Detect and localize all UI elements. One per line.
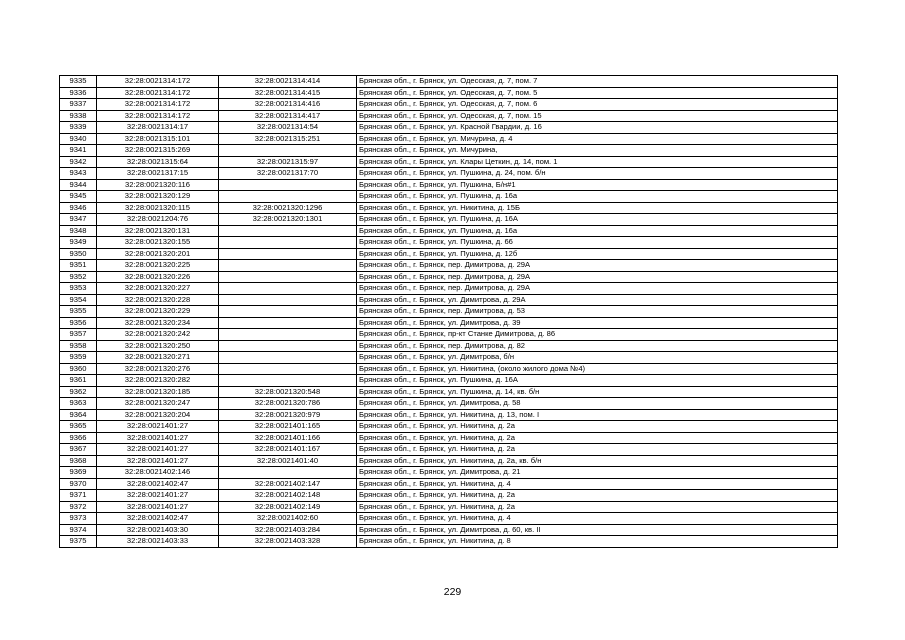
object-number-cell: 32:28:0021402:149 — [219, 501, 357, 513]
address-cell: Брянская обл., г. Брянск, ул. Никитина, д. 15Б — [357, 202, 838, 214]
parcel-number-cell: 32:28:0021314:172 — [97, 87, 219, 99]
address-cell: Брянская обл., г. Брянск, ул. Никитина, д. 2а — [357, 490, 838, 502]
table-row — [60, 133, 838, 145]
row-number-cell: 9359 — [60, 352, 97, 364]
table-row — [60, 122, 838, 134]
address-cell: Брянская обл., г. Брянск, ул. Пушкина, д. 66 — [357, 237, 838, 249]
table-row — [60, 478, 838, 490]
parcel-number-cell: 32:28:0021320:129 — [97, 191, 219, 203]
parcel-number-cell: 32:28:0021401:27 — [97, 444, 219, 456]
table-row — [60, 352, 838, 364]
object-number-cell — [219, 237, 357, 249]
address-cell: Брянская обл., г. Брянск, ул. Никитина, д. 2а — [357, 501, 838, 513]
parcel-number-cell: 32:28:0021320:116 — [97, 179, 219, 191]
parcel-number-cell: 32:28:0021317:15 — [97, 168, 219, 180]
row-number-cell: 9364 — [60, 409, 97, 421]
object-number-cell — [219, 352, 357, 364]
address-cell: Брянская обл., г. Брянск, ул. Пушкина, д. 16а — [357, 225, 838, 237]
parcel-number-cell: 32:28:0021320:227 — [97, 283, 219, 295]
object-number-cell: 32:28:0021315:97 — [219, 156, 357, 168]
object-number-cell: 32:28:0021401:165 — [219, 421, 357, 433]
table-row — [60, 409, 838, 421]
row-number-cell: 9348 — [60, 225, 97, 237]
row-number-cell: 9341 — [60, 145, 97, 157]
object-number-cell: 32:28:0021314:54 — [219, 122, 357, 134]
address-cell: Брянская обл., г. Брянск, пер. Димитрова, д. 29А — [357, 283, 838, 295]
object-number-cell — [219, 306, 357, 318]
row-number-cell: 9339 — [60, 122, 97, 134]
row-number-cell: 9360 — [60, 363, 97, 375]
object-number-cell: 32:28:0021401:166 — [219, 432, 357, 444]
table-row — [60, 248, 838, 260]
object-number-cell — [219, 248, 357, 260]
object-number-cell: 32:28:0021320:979 — [219, 409, 357, 421]
parcel-number-cell: 32:28:0021403:30 — [97, 524, 219, 536]
object-number-cell: 32:28:0021403:284 — [219, 524, 357, 536]
parcel-number-cell: 32:28:0021320:271 — [97, 352, 219, 364]
address-cell: Брянская обл., г. Брянск, ул. Пушкина, д. 12б — [357, 248, 838, 260]
parcel-number-cell: 32:28:0021204:76 — [97, 214, 219, 226]
object-number-cell — [219, 271, 357, 283]
row-number-cell: 9374 — [60, 524, 97, 536]
row-number-cell: 9338 — [60, 110, 97, 122]
row-number-cell: 9358 — [60, 340, 97, 352]
row-number-cell: 9357 — [60, 329, 97, 341]
page-number: 229 — [443, 586, 462, 598]
row-number-cell: 9340 — [60, 133, 97, 145]
object-number-cell: 32:28:0021402:148 — [219, 490, 357, 502]
object-number-cell — [219, 145, 357, 157]
address-cell: Брянская обл., г. Брянск, ул. Никитина, д. 13, пом. I — [357, 409, 838, 421]
parcel-number-cell: 32:28:0021320:229 — [97, 306, 219, 318]
table-row — [60, 202, 838, 214]
row-number-cell: 9361 — [60, 375, 97, 387]
table-row — [60, 317, 838, 329]
row-number-cell: 9362 — [60, 386, 97, 398]
address-cell: Брянская обл., г. Брянск, ул. Пушкина, д. 24, пом. б/н — [357, 168, 838, 180]
table-row — [60, 340, 838, 352]
object-number-cell — [219, 467, 357, 479]
address-cell: Брянская обл., г. Брянск, пер. Димитрова, д. 53 — [357, 306, 838, 318]
row-number-cell: 9342 — [60, 156, 97, 168]
row-number-cell: 9375 — [60, 536, 97, 548]
table-row — [60, 283, 838, 295]
address-cell: Брянская обл., г. Брянск, пер. Димитрова, д. 82 — [357, 340, 838, 352]
parcel-number-cell: 32:28:0021320:276 — [97, 363, 219, 375]
table-row — [60, 271, 838, 283]
parcel-number-cell: 32:28:0021320:185 — [97, 386, 219, 398]
table-row — [60, 191, 838, 203]
parcel-number-cell: 32:28:0021402:47 — [97, 478, 219, 490]
address-cell: Брянская обл., г. Брянск, ул. Никитина, д. 4 — [357, 513, 838, 525]
address-cell: Брянская обл., г. Брянск, пер. Димитрова, д. 29А — [357, 271, 838, 283]
parcel-number-cell: 32:28:0021314:172 — [97, 99, 219, 111]
row-number-cell: 9372 — [60, 501, 97, 513]
table-row — [60, 294, 838, 306]
address-cell: Брянская обл., г. Брянск, ул. Клары Цеткин, д. 14, пом. 1 — [357, 156, 838, 168]
parcel-number-cell: 32:28:0021320:242 — [97, 329, 219, 341]
address-cell: Брянская обл., г. Брянск, ул. Димитрова, д. 39 — [357, 317, 838, 329]
address-cell: Брянская обл., г. Брянск, ул. Никитина, д. 2а — [357, 432, 838, 444]
row-number-cell: 9354 — [60, 294, 97, 306]
row-number-cell: 9366 — [60, 432, 97, 444]
row-number-cell: 9345 — [60, 191, 97, 203]
object-number-cell: 32:28:0021315:251 — [219, 133, 357, 145]
address-cell: Брянская обл., г. Брянск, ул. Мичурина, — [357, 145, 838, 157]
object-number-cell: 32:28:0021402:147 — [219, 478, 357, 490]
object-number-cell: 32:28:0021317:70 — [219, 168, 357, 180]
parcel-number-cell: 32:28:0021315:101 — [97, 133, 219, 145]
address-cell: Брянская обл., г. Брянск, ул. Димитрова, д. 29А — [357, 294, 838, 306]
table-row — [60, 110, 838, 122]
address-cell: Брянская обл., г. Брянск, ул. Одесская, д. 7, пом. 7 — [357, 76, 838, 88]
row-number-cell: 9370 — [60, 478, 97, 490]
row-number-cell: 9344 — [60, 179, 97, 191]
registry-table — [59, 75, 838, 548]
parcel-number-cell: 32:28:0021315:64 — [97, 156, 219, 168]
parcel-number-cell: 32:28:0021320:250 — [97, 340, 219, 352]
parcel-number-cell: 32:28:0021314:172 — [97, 76, 219, 88]
table-row — [60, 168, 838, 180]
address-cell: Брянская обл., г. Брянск, ул. Никитина, д. 2а, кв. б/н — [357, 455, 838, 467]
table-row — [60, 490, 838, 502]
table-row — [60, 145, 838, 157]
row-number-cell: 9369 — [60, 467, 97, 479]
row-number-cell: 9336 — [60, 87, 97, 99]
table-row — [60, 225, 838, 237]
address-cell: Брянская обл., г. Брянск, ул. Пушкина, д. 16а — [357, 191, 838, 203]
registry-table-body — [60, 76, 838, 548]
object-number-cell: 32:28:0021402:60 — [219, 513, 357, 525]
parcel-number-cell: 32:28:0021320:155 — [97, 237, 219, 249]
object-number-cell: 32:28:0021314:415 — [219, 87, 357, 99]
address-cell: Брянская обл., г. Брянск, ул. Никитина, д. 4 — [357, 478, 838, 490]
object-number-cell — [219, 225, 357, 237]
address-cell: Брянская обл., г. Брянск, ул. Пушкина, д. 14, кв. б/н — [357, 386, 838, 398]
row-number-cell: 9352 — [60, 271, 97, 283]
table-row — [60, 455, 838, 467]
object-number-cell — [219, 260, 357, 272]
row-number-cell: 9343 — [60, 168, 97, 180]
address-cell: Брянская обл., г. Брянск, ул. Пушкина, д. 16А — [357, 375, 838, 387]
object-number-cell: 32:28:0021314:417 — [219, 110, 357, 122]
table-row — [60, 375, 838, 387]
parcel-number-cell: 32:28:0021403:33 — [97, 536, 219, 548]
parcel-number-cell: 32:28:0021320:201 — [97, 248, 219, 260]
row-number-cell: 9351 — [60, 260, 97, 272]
table-row — [60, 156, 838, 168]
parcel-number-cell: 32:28:0021315:269 — [97, 145, 219, 157]
table-row — [60, 444, 838, 456]
row-number-cell: 9356 — [60, 317, 97, 329]
address-cell: Брянская обл., г. Брянск, ул. Никитина, д. 8 — [357, 536, 838, 548]
address-cell: Брянская обл., г. Брянск, ул. Пушкина, Б/н#1 — [357, 179, 838, 191]
address-cell: Брянская обл., г. Брянск, ул. Димитрова, д. 60, кв. II — [357, 524, 838, 536]
parcel-number-cell: 32:28:0021402:146 — [97, 467, 219, 479]
object-number-cell — [219, 340, 357, 352]
parcel-number-cell: 32:28:0021401:27 — [97, 490, 219, 502]
row-number-cell: 9335 — [60, 76, 97, 88]
parcel-number-cell: 32:28:0021320:247 — [97, 398, 219, 410]
parcel-number-cell: 32:28:0021320:282 — [97, 375, 219, 387]
parcel-number-cell: 32:28:0021401:27 — [97, 421, 219, 433]
table-row — [60, 329, 838, 341]
object-number-cell — [219, 317, 357, 329]
row-number-cell: 9368 — [60, 455, 97, 467]
row-number-cell: 9346 — [60, 202, 97, 214]
parcel-number-cell: 32:28:0021320:225 — [97, 260, 219, 272]
object-number-cell — [219, 329, 357, 341]
object-number-cell — [219, 375, 357, 387]
parcel-number-cell: 32:28:0021320:204 — [97, 409, 219, 421]
address-cell: Брянская обл., г. Брянск, ул. Красной Гвардии, д. 16 — [357, 122, 838, 134]
parcel-number-cell: 32:28:0021402:47 — [97, 513, 219, 525]
table-row — [60, 467, 838, 479]
parcel-number-cell: 32:28:0021314:172 — [97, 110, 219, 122]
address-cell: Брянская обл., г. Брянск, ул. Пушкина, д. 16А — [357, 214, 838, 226]
table-row — [60, 76, 838, 88]
parcel-number-cell: 32:28:0021320:226 — [97, 271, 219, 283]
row-number-cell: 9337 — [60, 99, 97, 111]
object-number-cell: 32:28:0021314:414 — [219, 76, 357, 88]
object-number-cell: 32:28:0021401:40 — [219, 455, 357, 467]
parcel-number-cell: 32:28:0021320:228 — [97, 294, 219, 306]
row-number-cell: 9367 — [60, 444, 97, 456]
row-number-cell: 9349 — [60, 237, 97, 249]
object-number-cell: 32:28:0021401:167 — [219, 444, 357, 456]
address-cell: Брянская обл., г. Брянск, ул. Одесская, д. 7, пом. 5 — [357, 87, 838, 99]
object-number-cell — [219, 363, 357, 375]
table-row — [60, 513, 838, 525]
address-cell: Брянская обл., г. Брянск, ул. Одесская, д. 7, пом. 15 — [357, 110, 838, 122]
object-number-cell — [219, 179, 357, 191]
table-row — [60, 386, 838, 398]
address-cell: Брянская обл., г. Брянск, ул. Никитина, (около жилого дома №4) — [357, 363, 838, 375]
address-cell: Брянская обл., г. Брянск, ул. Никитина, д. 2а — [357, 444, 838, 456]
address-cell: Брянская обл., г. Брянск, ул. Мичурина, д. 4 — [357, 133, 838, 145]
parcel-number-cell: 32:28:0021320:234 — [97, 317, 219, 329]
object-number-cell: 32:28:0021403:328 — [219, 536, 357, 548]
address-cell: Брянская обл., г. Брянск, пр-кт Станке Димитрова, д. 86 — [357, 329, 838, 341]
object-number-cell — [219, 294, 357, 306]
table-row — [60, 524, 838, 536]
table-row — [60, 179, 838, 191]
object-number-cell: 32:28:0021314:416 — [219, 99, 357, 111]
table-row — [60, 87, 838, 99]
address-cell: Брянская обл., г. Брянск, ул. Димитрова, д. 21 — [357, 467, 838, 479]
table-row — [60, 237, 838, 249]
address-cell: Брянская обл., г. Брянск, ул. Никитина, д. 2а — [357, 421, 838, 433]
parcel-number-cell: 32:28:0021320:115 — [97, 202, 219, 214]
table-row — [60, 306, 838, 318]
row-number-cell: 9350 — [60, 248, 97, 260]
table-row — [60, 398, 838, 410]
object-number-cell: 32:28:0021320:786 — [219, 398, 357, 410]
table-row — [60, 214, 838, 226]
row-number-cell: 9353 — [60, 283, 97, 295]
object-number-cell: 32:28:0021320:1301 — [219, 214, 357, 226]
table-row — [60, 260, 838, 272]
row-number-cell: 9355 — [60, 306, 97, 318]
table-row — [60, 432, 838, 444]
row-number-cell: 9365 — [60, 421, 97, 433]
parcel-number-cell: 32:28:0021401:27 — [97, 432, 219, 444]
row-number-cell: 9363 — [60, 398, 97, 410]
address-cell: Брянская обл., г. Брянск, ул. Димитрова, д. 58 — [357, 398, 838, 410]
address-cell: Брянская обл., г. Брянск, пер. Димитрова, д. 29А — [357, 260, 838, 272]
table-row — [60, 99, 838, 111]
parcel-number-cell: 32:28:0021314:17 — [97, 122, 219, 134]
row-number-cell: 9347 — [60, 214, 97, 226]
table-row — [60, 501, 838, 513]
address-cell: Брянская обл., г. Брянск, ул. Одесская, д. 7, пом. 6 — [357, 99, 838, 111]
object-number-cell: 32:28:0021320:1296 — [219, 202, 357, 214]
object-number-cell — [219, 283, 357, 295]
parcel-number-cell: 32:28:0021401:27 — [97, 455, 219, 467]
table-row — [60, 421, 838, 433]
row-number-cell: 9371 — [60, 490, 97, 502]
object-number-cell: 32:28:0021320:548 — [219, 386, 357, 398]
table-row — [60, 536, 838, 548]
address-cell: Брянская обл., г. Брянск, ул. Димитрова, б/н — [357, 352, 838, 364]
table-row — [60, 363, 838, 375]
object-number-cell — [219, 191, 357, 203]
parcel-number-cell: 32:28:0021401:27 — [97, 501, 219, 513]
row-number-cell: 9373 — [60, 513, 97, 525]
parcel-number-cell: 32:28:0021320:131 — [97, 225, 219, 237]
